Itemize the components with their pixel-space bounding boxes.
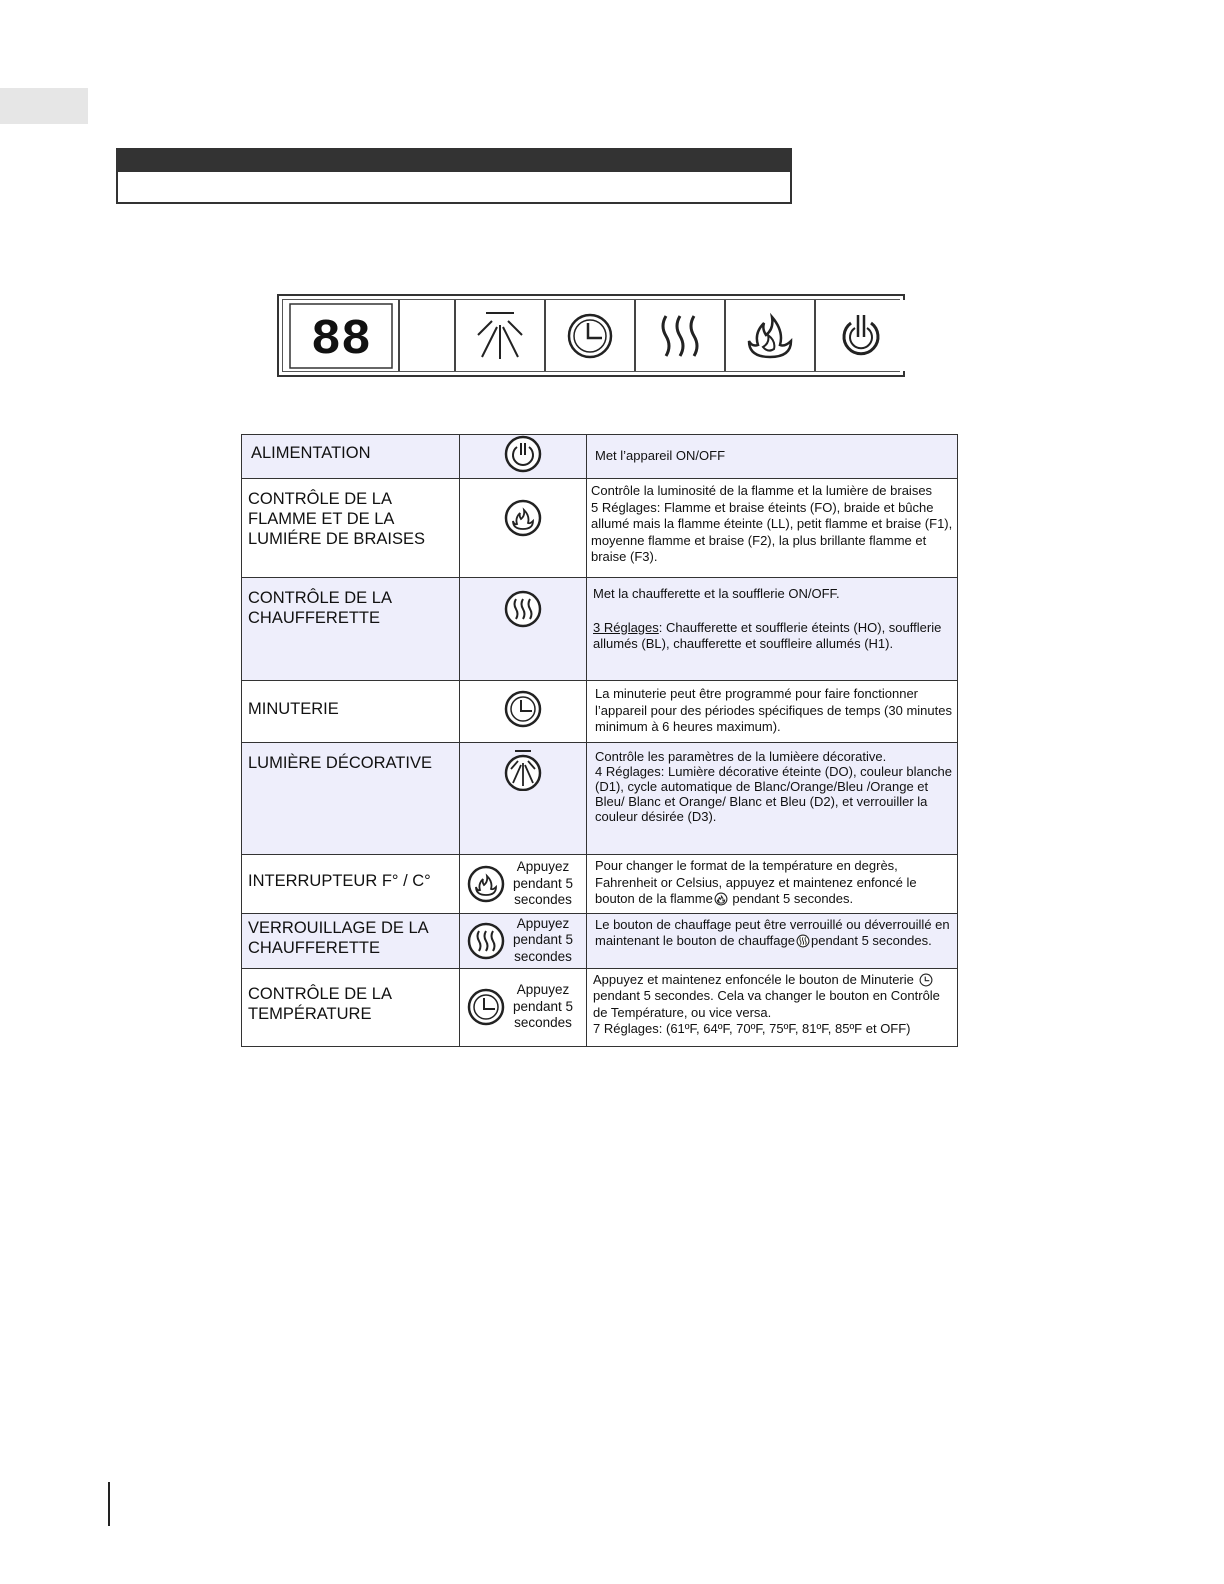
timer-icon — [919, 973, 933, 987]
power-icon — [504, 435, 542, 473]
hold-instruction: Appuyez pendant 5 secondes — [512, 982, 574, 1031]
row-name: MINUTERIE — [242, 681, 460, 743]
power-button[interactable] — [816, 300, 906, 371]
settings-label: 3 Réglages — [593, 619, 659, 635]
row-name: LUMIÈRE DÉCORATIVE — [242, 743, 460, 855]
table-row — [242, 855, 958, 914]
row-icon-cell — [460, 743, 587, 855]
row-icon-cell — [460, 968, 587, 1046]
light-button[interactable] — [456, 300, 546, 371]
row-icon-cell — [460, 855, 587, 914]
timer-icon — [467, 988, 505, 1026]
row-icon-cell — [460, 479, 587, 578]
timer-icon — [504, 690, 542, 728]
row-desc: Met l’appareil ON/OFF — [595, 448, 726, 464]
row-name: CONTRÔLE DE LA TEMPÉRATURE — [242, 968, 460, 1046]
row-desc: La minuterie peut être programmé pour faire fonctionner l’appareil pour des périodes spécifiques de temps (30 minutes minimum à 6 heures maximum). — [595, 686, 952, 734]
light-icon — [470, 309, 530, 363]
led-display — [283, 300, 400, 371]
heater-icon — [504, 590, 542, 628]
row-desc-settings: 4 Réglages: Lumière décorative éteinte (DO), couleur blanche (D1), cycle automatique de Blanc/Orange/Bleu /Orange et Bleu/ Blanc et Orange/ Blanc et Bleu (D2), et verrouiller la couleur désirée (D3). — [595, 764, 952, 824]
row-desc-end: pendant 5 secondes. — [728, 891, 854, 906]
heater-button[interactable] — [636, 300, 726, 371]
row-icon-cell — [460, 913, 587, 968]
row-desc: Contrôle la luminosité de la flamme et la lumière de braises — [591, 483, 933, 498]
flame-icon — [743, 311, 797, 361]
heater-icon — [467, 922, 505, 960]
hold-instruction: Appuyez pendant 5 secondes — [512, 859, 574, 907]
flame-icon — [714, 892, 728, 906]
row-desc: Contrôle les paramètres de la lumièere décorative. — [595, 749, 887, 764]
hold-instruction: Appuyez pendant 5 secondes — [512, 915, 574, 964]
row-desc-end: pendant 5 secondes. Cela va changer le bouton en Contrôle de Température, ou vice versa. — [593, 988, 940, 1020]
table-row — [242, 968, 958, 1046]
heater-icon — [796, 934, 810, 948]
timer-icon — [565, 311, 615, 361]
table-row — [242, 578, 958, 681]
side-tab-marker — [0, 88, 88, 124]
blank-segment — [400, 300, 456, 371]
row-desc-end: pendant 5 secondes. — [810, 933, 932, 948]
row-icon-cell — [460, 578, 587, 681]
table-row — [242, 479, 958, 578]
light-icon — [503, 749, 543, 791]
table-row — [242, 435, 958, 479]
row-desc-settings: 5 Réglages: Flamme et braise éteints (FO), braide et bûche allumé mais la flamme éteinte (LL), petit flamme et braise (F1), moyenne flamme et braise (F2), la plus brillante flamme et braise (F3). — [591, 499, 953, 564]
section-header-bar — [116, 148, 792, 172]
table-row — [242, 743, 958, 855]
row-name: VERROUILLAGE DE LA CHAUFFERETTE — [242, 913, 460, 968]
flame-icon — [467, 865, 505, 903]
row-name: INTERRUPTEUR F° / C° — [242, 855, 460, 914]
controls-table — [241, 434, 958, 1047]
flame-button[interactable] — [726, 300, 816, 371]
footer-rule — [108, 1482, 110, 1526]
section-header-box — [116, 172, 792, 204]
led-digits: 88 — [310, 311, 371, 369]
table-row — [242, 913, 958, 968]
row-name: CONTRÔLE DE LA CHAUFFERETTE — [242, 578, 460, 681]
row-icon-cell — [460, 681, 587, 743]
row-name: ALIMENTATION — [242, 435, 460, 479]
row-desc-settings: 7 Réglages: (61ºF, 64ºF, 70ºF, 75ºF, 81ºF, 85ºF et OFF) — [593, 1021, 911, 1036]
row-desc: Pour changer le format de la température en degrès, Fahrenheit or Celsius, appuyez et maintenez enfoncé le bouton de la flamme — [595, 858, 917, 906]
row-icon-cell — [460, 435, 587, 479]
row-desc-settings — [593, 620, 953, 653]
timer-button[interactable] — [546, 300, 636, 371]
control-panel — [277, 294, 905, 377]
row-desc: Appuyez et maintenez enfoncéle le bouton de Minuterie — [593, 971, 918, 987]
flame-icon — [504, 499, 542, 537]
settings-text: : Chaufferette et soufflerie éteints (HO), soufflerie allumés (BL), chaufferette et souffleire allumés (H1). — [593, 619, 942, 651]
heater-icon — [657, 311, 703, 361]
row-name: CONTRÔLE DE LA FLAMME ET DE LA LUMIÉRE DE BRAISES — [242, 479, 460, 578]
power-icon — [836, 311, 886, 361]
row-desc: Le bouton de chauffage peut être verrouillé ou déverrouillé en maintenant le bouton de chauffage — [595, 916, 950, 948]
table-row — [242, 681, 958, 743]
row-desc: Met la chaufferette et la soufflerie ON/OFF. — [593, 586, 840, 601]
